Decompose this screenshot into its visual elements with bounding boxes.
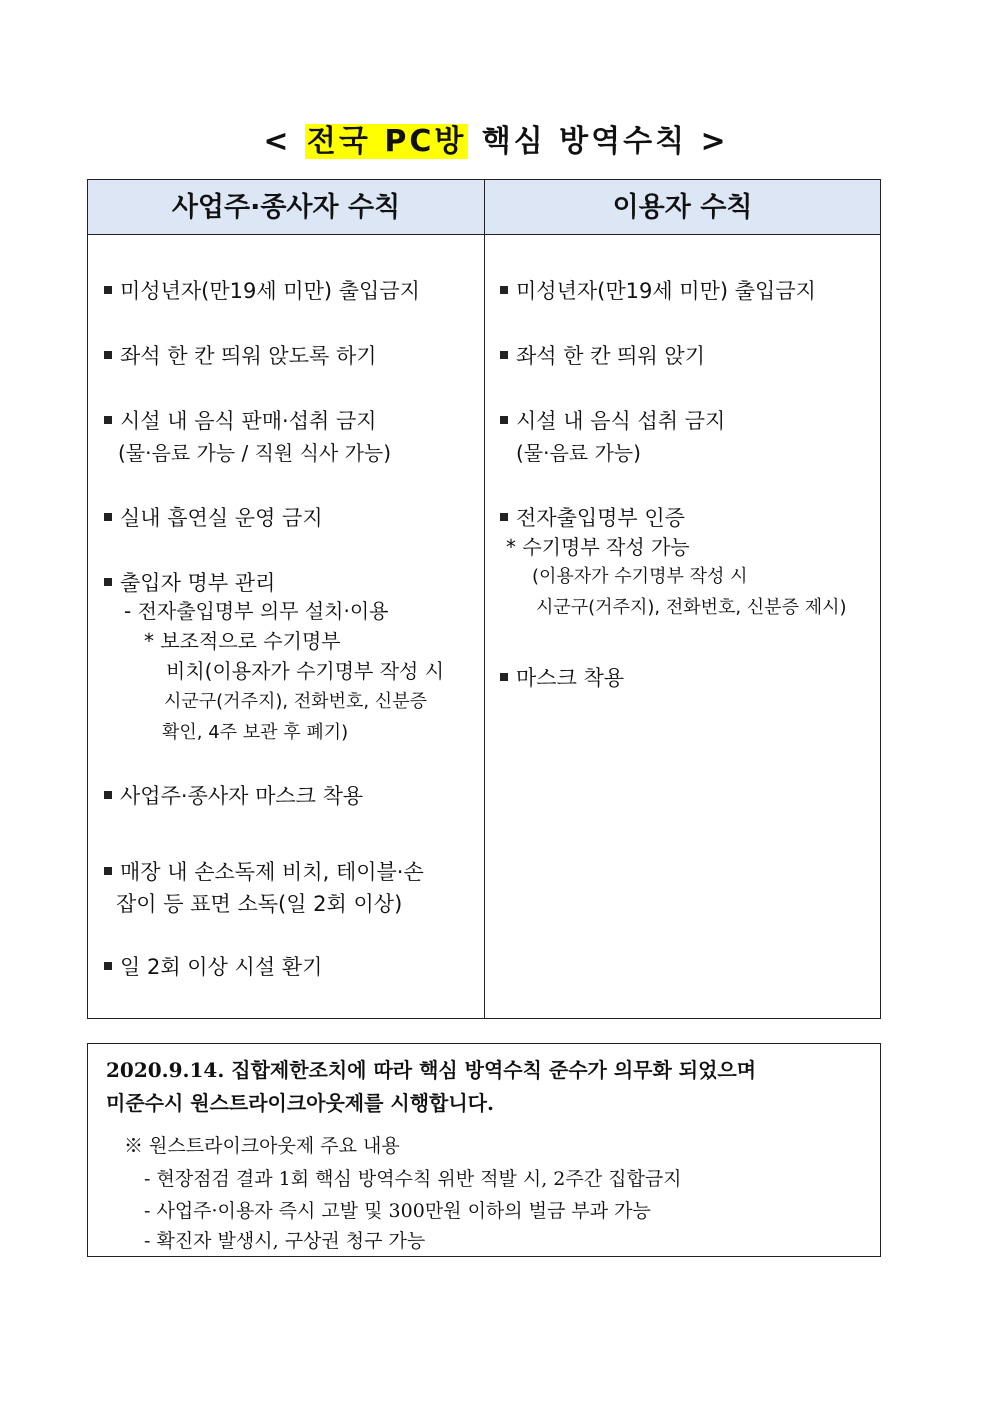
owner-rule-item: 시설 내 음식 판매·섭취 금지 bbox=[104, 406, 377, 436]
owner-rule-detail: * 보조적으로 수기명부 bbox=[144, 629, 341, 653]
square-bullet-icon bbox=[104, 351, 112, 359]
owner-rule-item: 사업주·종사자 마스크 착용 bbox=[104, 781, 363, 811]
square-bullet-icon bbox=[500, 416, 508, 424]
owner-rule-item: 일 2회 이상 시설 환기 bbox=[104, 952, 322, 982]
notice-subtitle: ※ 원스트라이크아웃제 주요 내용 bbox=[124, 1135, 400, 1157]
user-rule-detail: * 수기명부 작성 가능 bbox=[506, 535, 690, 559]
notice-box bbox=[87, 1043, 881, 1257]
title-prefix: < bbox=[263, 124, 305, 159]
square-bullet-icon bbox=[104, 791, 112, 799]
user-rule-detail: (이용자가 수기명부 작성 시 bbox=[532, 566, 748, 587]
owner-rule-detail: 비치(이용자가 수기명부 작성 시 bbox=[166, 659, 445, 683]
user-rule-item: 시설 내 음식 섭취 금지 bbox=[500, 406, 725, 436]
square-bullet-icon bbox=[104, 286, 112, 294]
owner-rule-detail: 잡이 등 표면 소독(일 2회 이상) bbox=[116, 892, 403, 916]
owner-rule-item: 좌석 한 칸 띄워 앉도록 하기 bbox=[104, 341, 377, 371]
owner-rules-header: 사업주·종사자 수칙 bbox=[88, 180, 485, 235]
notice-detail: - 사업주·이용자 즉시 고발 및 300만원 이하의 벌금 부과 가능 bbox=[144, 1200, 651, 1222]
owner-rule-detail: (물·음료 가능 / 직원 식사 가능) bbox=[118, 441, 392, 465]
owner-rule-detail: - 전자출입명부 의무 설치·이용 bbox=[124, 599, 389, 623]
rules-table bbox=[87, 179, 881, 1019]
square-bullet-icon bbox=[104, 867, 112, 875]
square-bullet-icon bbox=[104, 962, 112, 970]
title-rest: 핵심 방역수칙 > bbox=[468, 124, 729, 159]
user-rule-detail: (물·음료 가능) bbox=[516, 441, 641, 465]
owner-rule-detail: 확인, 4주 보관 후 폐기) bbox=[162, 722, 349, 743]
square-bullet-icon bbox=[500, 673, 508, 681]
square-bullet-icon bbox=[104, 513, 112, 521]
user-rule-item: 마스크 착용 bbox=[500, 663, 624, 693]
square-bullet-icon bbox=[500, 513, 508, 521]
owner-rule-item: 실내 흡연실 운영 금지 bbox=[104, 503, 323, 533]
square-bullet-icon bbox=[500, 351, 508, 359]
notice-line: 2020.9.14. 집합제한조치에 따라 핵심 방역수칙 준수가 의무화 되었으며 bbox=[106, 1058, 757, 1082]
user-rule-item: 좌석 한 칸 띄워 앉기 bbox=[500, 341, 705, 371]
owner-rule-item: 매장 내 손소독제 비치, 테이블·손 bbox=[104, 857, 424, 887]
notice-detail: - 현장점검 결과 1회 핵심 방역수칙 위반 적발 시, 2주간 집합금지 bbox=[144, 1168, 682, 1190]
square-bullet-icon bbox=[104, 578, 112, 586]
user-rule-item: 미성년자(만19세 미만) 출입금지 bbox=[500, 276, 816, 306]
owner-rule-item: 출입자 명부 관리 bbox=[104, 568, 275, 598]
user-rule-item: 전자출입명부 인증 bbox=[500, 503, 685, 533]
owner-rule-detail: 시군구(거주지), 전화번호, 신분증 bbox=[164, 691, 427, 712]
notice-detail: - 확진자 발생시, 구상권 청구 가능 bbox=[144, 1230, 426, 1252]
square-bullet-icon bbox=[500, 286, 508, 294]
page-title bbox=[0, 118, 992, 166]
notice-line: 미준수시 원스트라이크아웃제를 시행합니다. bbox=[106, 1091, 494, 1115]
column-divider bbox=[484, 180, 485, 1018]
owner-rule-item: 미성년자(만19세 미만) 출입금지 bbox=[104, 276, 420, 306]
user-rule-detail: 시군구(거주지), 전화번호, 신분증 제시) bbox=[536, 597, 847, 618]
square-bullet-icon bbox=[104, 416, 112, 424]
title-highlight: 전국 PC방 bbox=[306, 124, 467, 159]
user-rules-header: 이용자 수칙 bbox=[485, 180, 880, 235]
